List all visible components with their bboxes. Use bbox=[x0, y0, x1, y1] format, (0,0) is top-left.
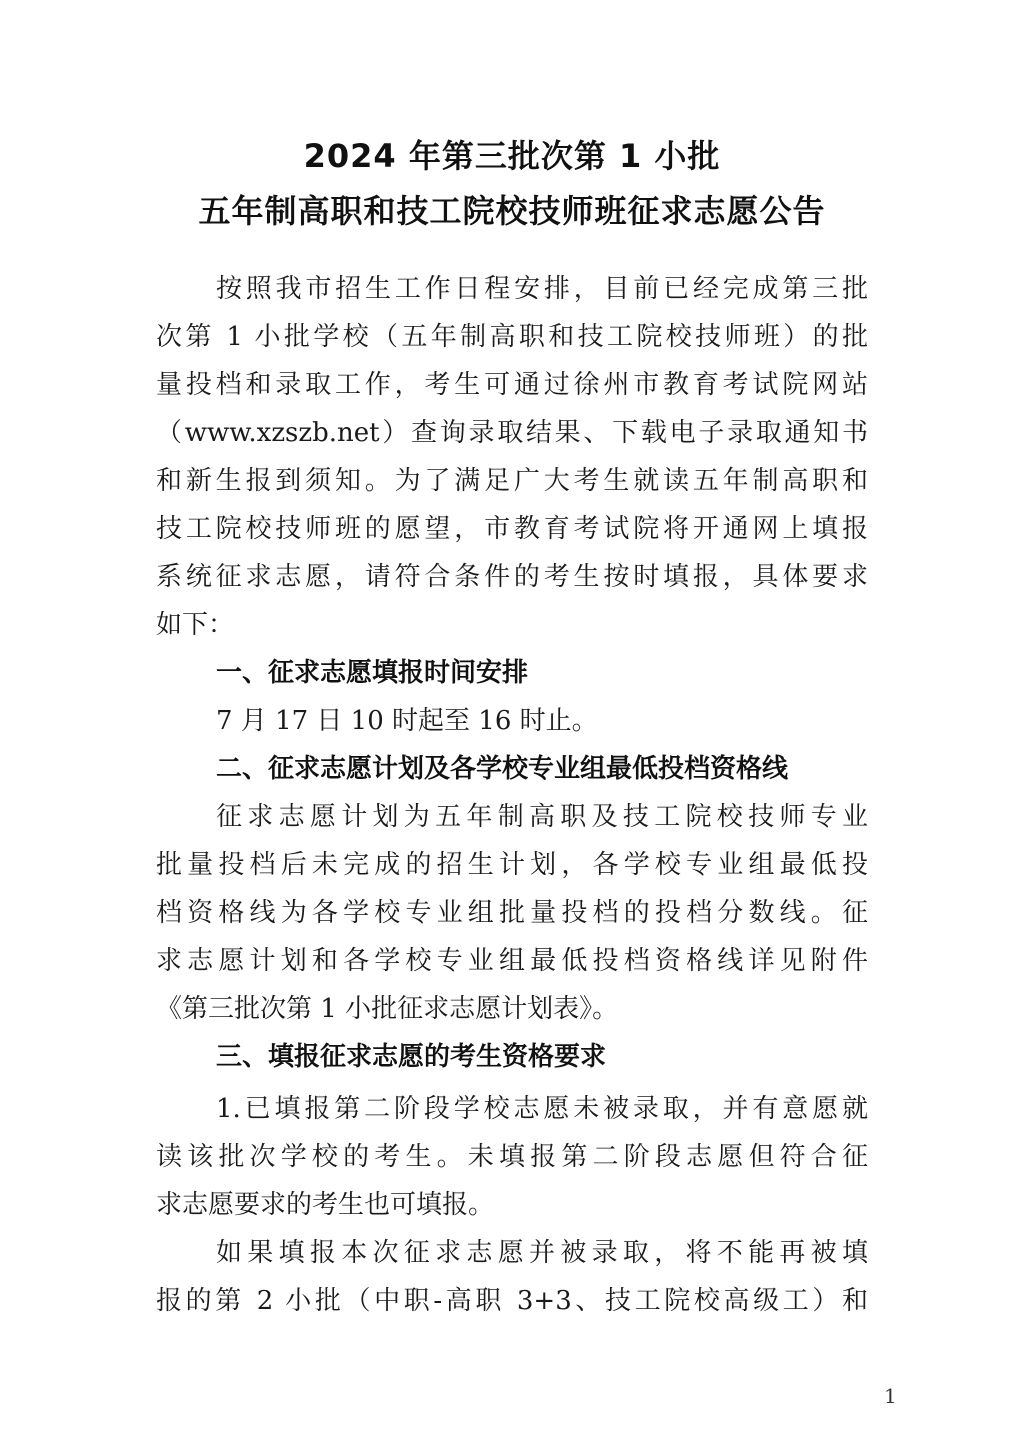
title-line-2: 五年制高职和技工院校技师班征求志愿公告 bbox=[198, 192, 826, 230]
page-number: 1 bbox=[884, 1384, 897, 1408]
intro-line: 系统征求志愿，请符合条件的考生按时填报，具体要求 bbox=[156, 562, 868, 592]
intro-line: 如下： bbox=[156, 610, 235, 640]
section-1-text: 7 月 17 日 10 时起至 16 时止。 bbox=[216, 706, 598, 736]
intro-line: 技工院校技师班的愿望，市教育考试院将开通网上填报 bbox=[156, 514, 868, 544]
section-3-item-1-line: 读该批次学校的考生。未填报第二阶段志愿但符合征 bbox=[156, 1142, 868, 1172]
section-3-paragraph-line: 报的第 2 小批（中职-高职 3+3、技工院校高级工）和 bbox=[156, 1286, 868, 1316]
section-1-heading: 一、征求志愿填报时间安排 bbox=[216, 658, 529, 688]
section-3-item-1-line: 求志愿要求的考生也可填报。 bbox=[156, 1190, 495, 1220]
section-2-line: 批量投档后未完成的招生计划，各学校专业组最低投 bbox=[156, 850, 868, 880]
section-2-line: 《第三批次第 1 小批征求志愿计划表》。 bbox=[156, 994, 619, 1024]
section-2-line: 征求志愿计划为五年制高职及技工院校技师专业 bbox=[216, 802, 868, 832]
section-2-line: 求志愿计划和各学校专业组最低投档资格线详见附件 bbox=[156, 946, 868, 976]
section-3-item-1-line: 1.已填报第二阶段学校志愿未被录取，并有意愿就 bbox=[216, 1094, 868, 1124]
section-2-heading: 二、征求志愿计划及各学校专业组最低投档资格线 bbox=[216, 754, 789, 784]
intro-line: 和新生报到须知。为了满足广大考生就读五年制高职和 bbox=[156, 466, 868, 496]
section-3-heading: 三、填报征求志愿的考生资格要求 bbox=[216, 1042, 607, 1072]
title-line-1: 2024 年第三批次第 1 小批 bbox=[303, 137, 721, 175]
intro-line: （www.xzszb.net）查询录取结果、下载电子录取通知书 bbox=[156, 418, 868, 448]
intro-line: 按照我市招生工作日程安排，目前已经完成第三批 bbox=[216, 274, 868, 304]
intro-line: 次第 1 小批学校（五年制高职和技工院校技师班）的批 bbox=[156, 322, 868, 352]
section-2-line: 档资格线为各学校专业组批量投档的投档分数线。征 bbox=[156, 898, 868, 928]
intro-line: 量投档和录取工作，考生可通过徐州市教育考试院网站 bbox=[156, 370, 868, 400]
section-3-paragraph-line: 如果填报本次征求志愿并被录取，将不能再被填 bbox=[216, 1238, 868, 1268]
